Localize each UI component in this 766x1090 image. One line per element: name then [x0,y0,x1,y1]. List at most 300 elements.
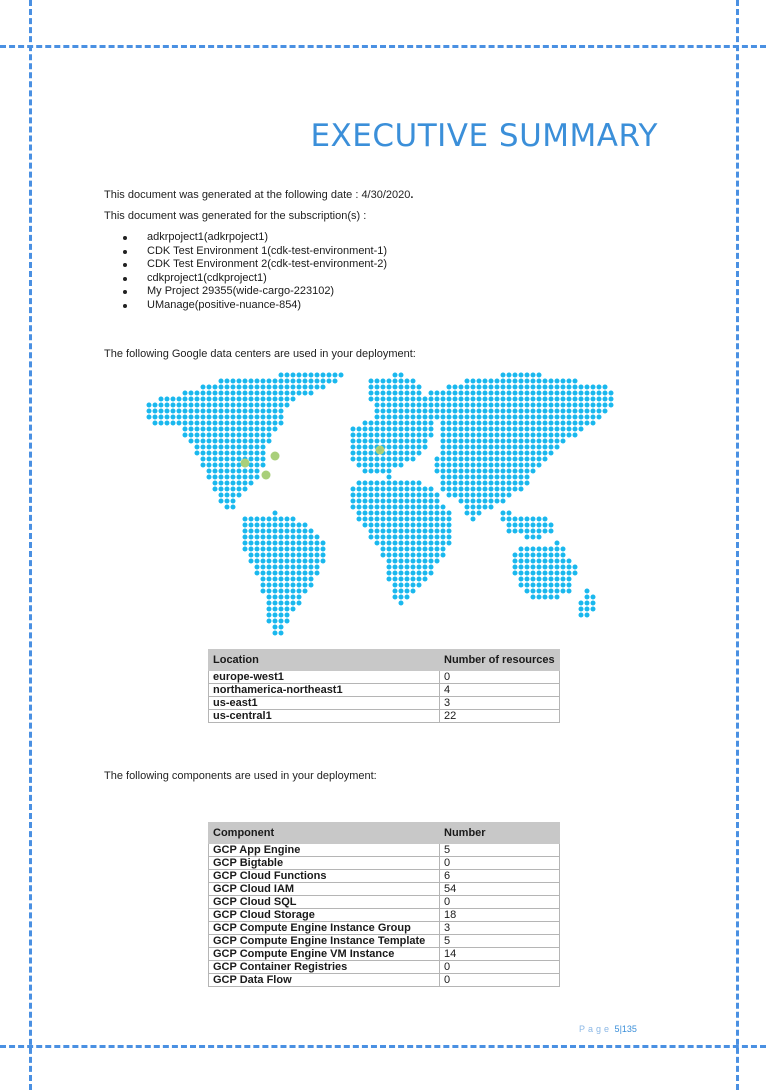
map-dot [609,397,614,402]
map-dot [567,565,572,570]
map-dot [471,469,476,474]
map-dot [411,571,416,576]
map-dot [261,457,266,462]
map-dot [375,415,380,420]
map-dot [453,445,458,450]
map-dot [549,523,554,528]
map-dot [489,397,494,402]
map-dot [543,439,548,444]
map-dot [537,403,542,408]
map-dot [459,409,464,414]
map-dot [495,487,500,492]
map-dot [405,535,410,540]
map-dot [423,415,428,420]
map-dot [399,409,404,414]
map-dot [507,403,512,408]
map-dot [231,379,236,384]
map-dot [417,415,422,420]
map-dot [387,529,392,534]
map-dot [585,607,590,612]
map-dot [321,385,326,390]
map-dot [417,505,422,510]
map-dot [399,505,404,510]
map-dot [555,379,560,384]
map-dot [189,427,194,432]
map-dot [207,463,212,468]
map-dot [471,445,476,450]
map-dot [543,385,548,390]
map-dot [387,523,392,528]
map-dot [279,385,284,390]
map-dot [423,535,428,540]
map-dot [525,415,530,420]
map-dot [543,571,548,576]
map-dot [471,409,476,414]
map-dot [411,451,416,456]
map-dot [231,397,236,402]
map-dot [303,547,308,552]
map-dot [327,373,332,378]
map-dot [279,565,284,570]
map-dot [393,427,398,432]
map-dot [363,487,368,492]
map-dot [285,547,290,552]
map-dot [573,397,578,402]
map-dot [279,421,284,426]
map-dot [447,445,452,450]
map-dot [411,523,416,528]
frame-top-line [0,45,766,48]
map-dot [249,457,254,462]
map-dot [189,409,194,414]
map-dot [273,583,278,588]
map-dot [513,385,518,390]
map-dot [405,409,410,414]
map-dot [525,469,530,474]
map-dot [447,475,452,480]
map-dot [381,541,386,546]
map-dot [573,403,578,408]
map-dot [477,415,482,420]
map-dot [225,463,230,468]
map-dot [429,433,434,438]
location-cell: us-east1 [209,697,440,710]
map-dot [231,457,236,462]
map-dot [561,589,566,594]
map-dot [537,427,542,432]
map-dot [279,589,284,594]
map-dot [471,397,476,402]
map-dot [315,535,320,540]
map-dot [525,535,530,540]
map-dot [387,475,392,480]
map-dot [489,403,494,408]
map-dot [213,487,218,492]
map-dot [441,421,446,426]
map-dot [513,409,518,414]
map-dot [489,421,494,426]
map-dot [537,529,542,534]
map-dot [357,457,362,462]
map-dot [513,469,518,474]
map-dot [483,427,488,432]
map-dot [207,433,212,438]
map-dot [537,373,542,378]
map-dot [225,427,230,432]
map-dot [447,517,452,522]
map-dot [585,589,590,594]
map-dot [381,493,386,498]
map-dot [399,403,404,408]
map-dot [255,529,260,534]
map-dot [525,517,530,522]
map-dot [411,439,416,444]
map-dot [555,559,560,564]
map-dot [381,481,386,486]
map-dot [237,475,242,480]
map-dot [279,403,284,408]
map-dot [351,493,356,498]
map-dot [375,385,380,390]
map-dot [387,451,392,456]
map-dot [453,409,458,414]
map-dot [585,403,590,408]
map-dot [261,517,266,522]
map-dot [255,463,260,468]
table-row [209,922,560,935]
map-dot [477,499,482,504]
map-dot [249,385,254,390]
map-dot [483,481,488,486]
map-dot [393,535,398,540]
map-dot [207,403,212,408]
map-dot [165,403,170,408]
map-dot [291,595,296,600]
map-dot [291,529,296,534]
map-dot [243,391,248,396]
map-dot [189,391,194,396]
map-dot [405,517,410,522]
map-dot [297,391,302,396]
map-dot [429,391,434,396]
map-dot [477,475,482,480]
map-dot [243,439,248,444]
map-dot [429,409,434,414]
map-dot [489,457,494,462]
map-dot [519,391,524,396]
map-dot [483,409,488,414]
map-dot [441,439,446,444]
page-number: 5 [614,1024,620,1034]
map-dot [249,391,254,396]
map-dot [555,571,560,576]
map-dot [207,397,212,402]
map-dot [495,415,500,420]
map-dot [267,583,272,588]
map-dot [207,421,212,426]
map-dot [387,511,392,516]
map-dot [507,427,512,432]
map-dot [507,391,512,396]
map-dot [435,553,440,558]
map-dot [201,463,206,468]
map-dot [375,541,380,546]
map-dot [465,475,470,480]
map-dot [429,397,434,402]
map-dot [303,577,308,582]
map-dot [525,439,530,444]
map-dot [195,451,200,456]
map-dot [441,547,446,552]
map-dot [417,451,422,456]
map-dot [411,421,416,426]
map-dot [411,511,416,516]
map-dot [297,541,302,546]
map-dot [519,415,524,420]
map-dot [201,457,206,462]
map-dot [483,475,488,480]
map-dot [315,547,320,552]
map-dot [507,445,512,450]
map-dot [381,427,386,432]
map-dot [411,445,416,450]
map-dot [423,577,428,582]
map-dot [387,481,392,486]
map-dot [435,511,440,516]
map-dot [483,457,488,462]
map-dot [459,391,464,396]
map-dot [531,595,536,600]
map-dot [435,559,440,564]
map-dot [375,529,380,534]
map-dot [291,391,296,396]
map-dot [219,385,224,390]
map-dot [501,397,506,402]
map-dot [531,535,536,540]
map-dot [207,391,212,396]
map-dot [393,421,398,426]
map-dot [543,427,548,432]
map-dot [429,421,434,426]
map-dot [417,535,422,540]
map-dot [225,493,230,498]
map-dot [477,385,482,390]
map-dot [357,451,362,456]
map-dot [435,463,440,468]
map-dot [495,409,500,414]
world-dot-map-icon [140,372,620,644]
map-dot [213,445,218,450]
map-dot [579,427,584,432]
map-dot [609,391,614,396]
map-dot [477,511,482,516]
map-dot [585,415,590,420]
datacenter-marker-icon [262,471,271,480]
map-dot [273,421,278,426]
map-dot [213,433,218,438]
map-dot [357,481,362,486]
map-dot [243,385,248,390]
map-dot [549,595,554,600]
map-dot [369,535,374,540]
map-dot [279,541,284,546]
map-dot [483,385,488,390]
map-dot [411,427,416,432]
map-dot [405,481,410,486]
map-dot [399,487,404,492]
map-dot [381,433,386,438]
map-dot [441,535,446,540]
map-dot [219,439,224,444]
map-dot [531,409,536,414]
map-dot [441,391,446,396]
map-dot [291,517,296,522]
map-dot [513,487,518,492]
map-dot [219,469,224,474]
map-dot [543,565,548,570]
map-dot [471,481,476,486]
map-dot [249,475,254,480]
map-dot [495,469,500,474]
map-dot [495,475,500,480]
map-dot [285,385,290,390]
map-dot [447,457,452,462]
map-dot [531,445,536,450]
map-dot [501,493,506,498]
map-dot [363,523,368,528]
map-dot [357,439,362,444]
map-dot [549,427,554,432]
map-dot [255,541,260,546]
map-dot [537,421,542,426]
map-dot [261,523,266,528]
map-dot [273,523,278,528]
map-dot [363,493,368,498]
map-dot [489,481,494,486]
map-dot [519,547,524,552]
map-dot [321,553,326,558]
map-dot [315,379,320,384]
number-cell: 0 [440,896,560,909]
map-dot [537,397,542,402]
map-dot [273,427,278,432]
map-dot [543,529,548,534]
map-dot [261,379,266,384]
map-dot [267,547,272,552]
map-dot [399,481,404,486]
map-dot [159,415,164,420]
map-dot [405,499,410,504]
map-dot [309,571,314,576]
map-dot [603,391,608,396]
map-dot [195,397,200,402]
map-dot [393,403,398,408]
map-dot [525,451,530,456]
map-dot [303,553,308,558]
map-dot [537,565,542,570]
map-dot [495,391,500,396]
map-dot [429,427,434,432]
map-dot [537,379,542,384]
map-dot [525,379,530,384]
map-dot [537,577,542,582]
map-dot [381,535,386,540]
map-dot [219,397,224,402]
map-dot [309,391,314,396]
map-dot [501,481,506,486]
map-dot [513,529,518,534]
map-dot [279,559,284,564]
map-dot [537,553,542,558]
map-dot [153,415,158,420]
map-dot [447,493,452,498]
map-dot [285,589,290,594]
map-dot [387,433,392,438]
map-dot [519,457,524,462]
map-dot [441,445,446,450]
map-dot [471,511,476,516]
map-dot [393,577,398,582]
map-dot [519,433,524,438]
map-dot [549,553,554,558]
map-dot [291,373,296,378]
map-dot [297,547,302,552]
map-dot [225,457,230,462]
map-dot [231,499,236,504]
map-dot [465,385,470,390]
map-dot [243,469,248,474]
map-dot [549,565,554,570]
map-dot [585,613,590,618]
map-dot [285,601,290,606]
map-dot [165,415,170,420]
map-dot [285,373,290,378]
map-dot [399,433,404,438]
map-dot [219,493,224,498]
map-dot [387,439,392,444]
map-dot [189,397,194,402]
table-row [209,883,560,896]
map-dot [297,571,302,576]
map-dot [477,379,482,384]
map-dot [279,577,284,582]
map-dot [585,601,590,606]
map-dot [531,397,536,402]
map-dot [585,385,590,390]
map-dot [357,517,362,522]
map-dot [447,535,452,540]
map-dot [417,511,422,516]
map-dot [195,415,200,420]
generated-suffix: . [410,189,414,201]
map-dot [489,451,494,456]
map-dot [411,529,416,534]
map-dot [483,487,488,492]
map-dot [513,427,518,432]
map-dot [177,421,182,426]
map-dot [381,415,386,420]
frame-left-line [29,0,32,1090]
map-dot [579,415,584,420]
map-dot [417,571,422,576]
map-dot [231,421,236,426]
map-dot [369,397,374,402]
map-dot [279,625,284,630]
map-dot [369,499,374,504]
map-dot [495,433,500,438]
map-dot [285,619,290,624]
map-dot [417,559,422,564]
